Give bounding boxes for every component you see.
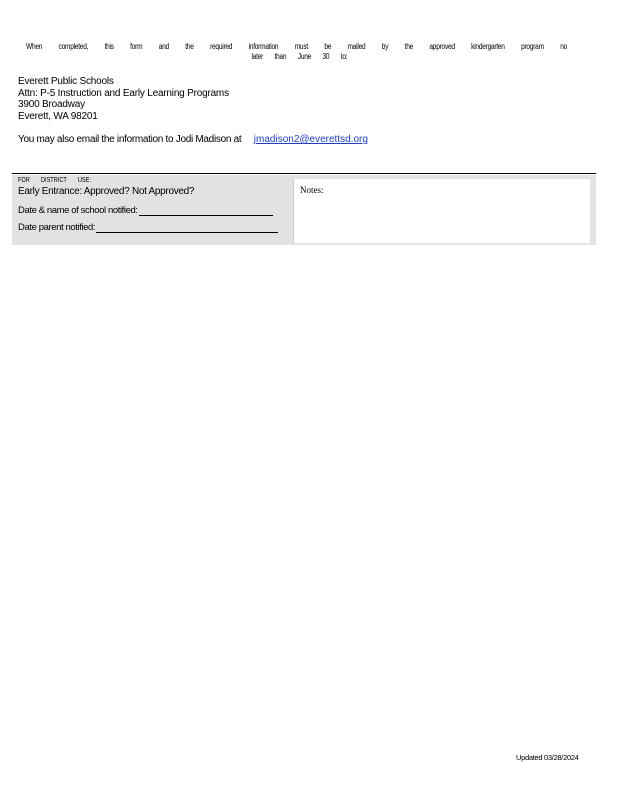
instruction-word: completed,: [58, 42, 89, 51]
school-notified-field: [18, 205, 273, 216]
address-street: 3900 Broadway: [18, 99, 85, 110]
address-org: Everett Public Schools: [18, 76, 114, 87]
notes-box[interactable]: [293, 179, 590, 243]
instruction-word: approved: [429, 42, 455, 51]
instruction-word: information: [248, 42, 279, 51]
instruction-word: and: [158, 42, 169, 51]
parent-notified-line[interactable]: [96, 222, 278, 233]
notes-label: Notes:: [300, 185, 324, 195]
instruction-word: form: [130, 42, 143, 51]
instruction-word: later: [251, 52, 264, 61]
instruction-word: must: [294, 42, 308, 51]
instruction-word: June: [297, 52, 312, 61]
school-notified-label: Date & name of school notified:: [18, 205, 138, 216]
instruction-word: mailed: [347, 42, 366, 51]
early-entrance-status: Early Entrance: Approved? Not Approved?: [18, 186, 195, 197]
instructions-line-1: [26, 42, 567, 52]
instruction-word: to:: [340, 52, 348, 61]
section-divider: [12, 173, 596, 174]
instruction-word: by: [381, 42, 389, 51]
instruction-word: the: [185, 42, 194, 51]
instruction-word: kindergarten: [471, 42, 505, 51]
instruction-word: program: [521, 42, 544, 51]
instruction-word: be: [324, 42, 332, 51]
address-city: Everett, WA 98201: [18, 110, 98, 122]
mailing-instructions: [26, 42, 568, 62]
school-notified-line[interactable]: [139, 205, 273, 216]
instruction-word: 30: [322, 52, 330, 61]
district-use-heading: FOR DISTRICT USE:: [18, 177, 91, 184]
instructions-line-2: [252, 52, 486, 62]
instruction-word: than: [274, 52, 287, 61]
address-attn: Attn: P-5 Instruction and Early Learning Programs: [18, 87, 229, 99]
email-instruction: [18, 134, 368, 145]
instruction-word: When: [26, 42, 43, 51]
email-instruction-text: You may also email the information to Jodi Madison at: [18, 134, 242, 145]
email-link[interactable]: jmadison2@everettsd.org: [253, 134, 368, 145]
parent-notified-field: [18, 222, 278, 233]
instruction-word: no: [560, 42, 568, 51]
instruction-word: required: [210, 42, 233, 51]
parent-notified-label: Date parent notified:: [18, 222, 96, 233]
instruction-word: this: [104, 42, 114, 51]
district-use-box: [12, 175, 596, 245]
mailing-address: [18, 76, 229, 122]
updated-date: Updated 03/28/2024: [516, 753, 579, 762]
instruction-word: the: [404, 42, 414, 51]
